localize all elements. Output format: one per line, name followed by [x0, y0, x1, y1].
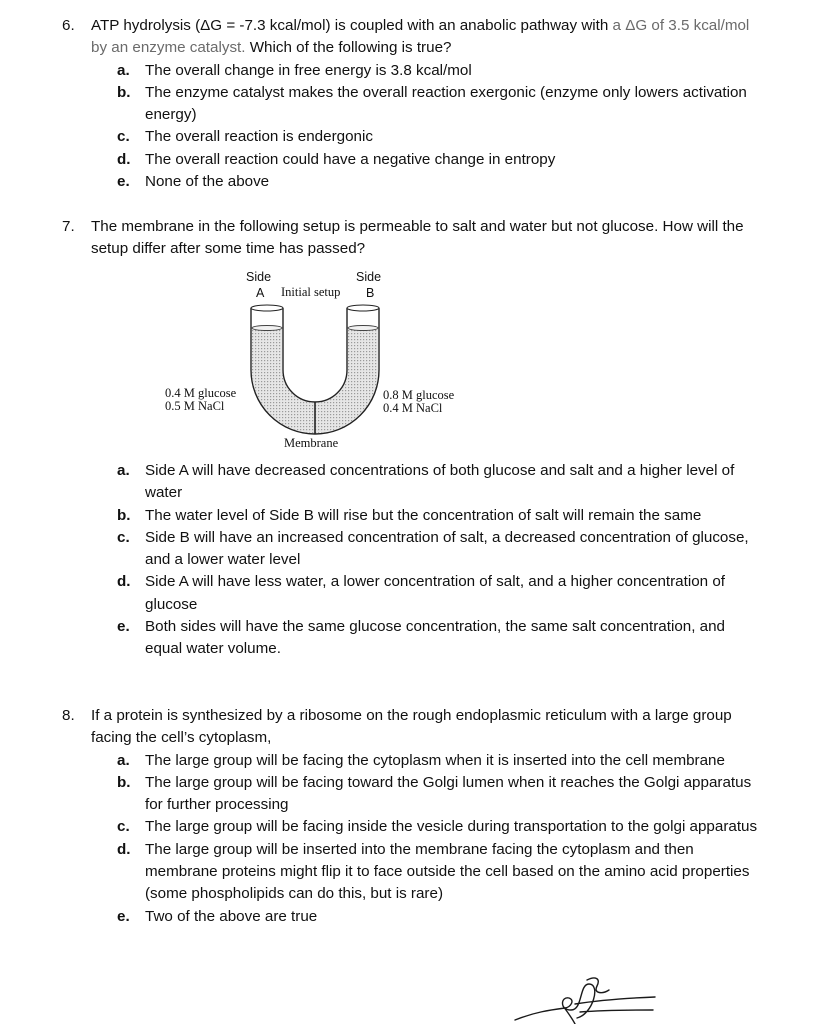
option-letter: b.	[117, 83, 131, 101]
right-nacl-label: 0.4 M NaCl	[383, 401, 443, 415]
option-letter: a.	[117, 462, 130, 479]
right-mouth	[347, 305, 379, 311]
option-letter: e.	[117, 907, 130, 925]
question-number: 7.	[62, 218, 75, 235]
option-letter: c.	[117, 818, 130, 836]
option-text: Both sides will have the same glucose concentration, the same salt concentration, and equal water volume.	[145, 618, 725, 658]
option-list	[117, 460, 762, 661]
option-c	[117, 527, 762, 572]
option-letter: c.	[117, 528, 130, 546]
option-letter: a.	[117, 751, 130, 769]
option-letter: d.	[117, 573, 131, 591]
option-a	[117, 750, 762, 772]
tube-inner-wall	[283, 308, 347, 402]
question-number: 8.	[62, 707, 75, 724]
option-letter: d.	[117, 150, 131, 168]
option-b	[117, 772, 762, 817]
left-mouth	[251, 305, 283, 311]
option-d	[117, 839, 762, 906]
left-glucose-label: 0.4 M glucose	[165, 386, 237, 400]
side-b-letter: B	[366, 286, 375, 300]
option-a	[117, 60, 762, 82]
left-nacl-label: 0.5 M NaCl	[165, 399, 225, 413]
option-e	[117, 616, 762, 661]
u-tube-diagram	[240, 300, 390, 436]
option-e	[117, 171, 762, 193]
question-7-options	[62, 460, 762, 661]
option-c	[117, 126, 762, 148]
option-list	[117, 60, 762, 194]
stem-part-muted: a ΔG of 3.5 kcal/mol by an enzyme catalyst.	[91, 17, 750, 57]
option-b	[117, 505, 762, 527]
option-text: The large group will be inserted into the membrane facing the cytoplasm and then membrane proteins might flip it to face outside the cell based on the amino acid properties (some phospholipids can do this, but is rare)	[145, 840, 750, 903]
side-a-label: Side	[246, 270, 272, 284]
figure-title: Initial setup	[281, 285, 341, 299]
question-number: 6.	[62, 17, 75, 34]
option-e	[117, 906, 762, 928]
option-letter: e.	[117, 618, 130, 636]
right-glucose-label: 0.8 M glucose	[383, 388, 455, 402]
option-text: The large group will be facing the cytoplasm when it is inserted into the cell membrane	[145, 751, 725, 769]
question-8	[62, 705, 762, 928]
side-b-label: Side	[356, 270, 382, 284]
option-text: Two of the above are true	[145, 907, 318, 925]
option-text: The overall reaction is endergonic	[145, 128, 373, 146]
option-text: The enzyme catalyst makes the overall reaction exergonic (enzyme only lowers activation energy)	[145, 83, 747, 124]
option-letter: c.	[117, 128, 130, 146]
side-a-letter: A	[256, 286, 265, 300]
option-text: The overall reaction could have a negative change in entropy	[145, 150, 556, 168]
right-surface	[348, 326, 378, 331]
question-6	[62, 15, 762, 193]
option-letter: d.	[117, 840, 131, 858]
option-text: None of the above	[145, 173, 270, 191]
option-text: Side A will have less water, a lower concentration of salt, and a higher concentration of glucose	[145, 573, 725, 613]
option-d	[117, 571, 762, 616]
stem-part: Which of the following is true?	[245, 39, 452, 57]
option-text: The water level of Side B will rise but the concentration of salt will remain the same	[145, 506, 702, 524]
option-text: The large group will be facing toward the Golgi lumen when it reaches the Golgi apparatus for further processing	[145, 773, 752, 814]
u-tube-figure	[160, 266, 480, 456]
option-text: The large group will be facing inside the vesicle during transportation to the golgi apparatus	[145, 818, 758, 836]
option-letter: b.	[117, 773, 131, 791]
option-list	[117, 750, 762, 928]
option-text: The overall change in free energy is 3.8 kcal/mol	[145, 61, 472, 79]
option-c	[117, 816, 762, 838]
question-stem: The membrane in the following setup is permeable to salt and water but not glucose. How will the setup differ after some time has passed?	[91, 218, 744, 258]
question-7	[62, 216, 762, 261]
option-text: Side B will have an increased concentration of salt, a decreased concentration of glucose, and a lower water level	[145, 528, 749, 569]
option-letter: e.	[117, 173, 130, 191]
membrane-label: Membrane	[284, 436, 339, 450]
option-letter: b.	[117, 506, 131, 524]
question-stem	[91, 15, 762, 60]
left-surface	[252, 326, 282, 331]
signature-stroke	[515, 978, 655, 1024]
question-stem: If a protein is synthesized by a ribosome on the rough endoplasmic reticulum with a large group facing the cell’s cytoplasm,	[91, 707, 732, 747]
signature-mark	[505, 970, 665, 1024]
option-b	[117, 82, 762, 127]
option-d	[117, 149, 762, 171]
stem-part: ATP hydrolysis (ΔG = -7.3 kcal/mol) is coupled with an anabolic pathway with	[91, 17, 613, 34]
option-a	[117, 460, 762, 505]
option-letter: a.	[117, 61, 130, 79]
option-text: Side A will have decreased concentrations of both glucose and salt and a higher level of water	[145, 462, 735, 502]
